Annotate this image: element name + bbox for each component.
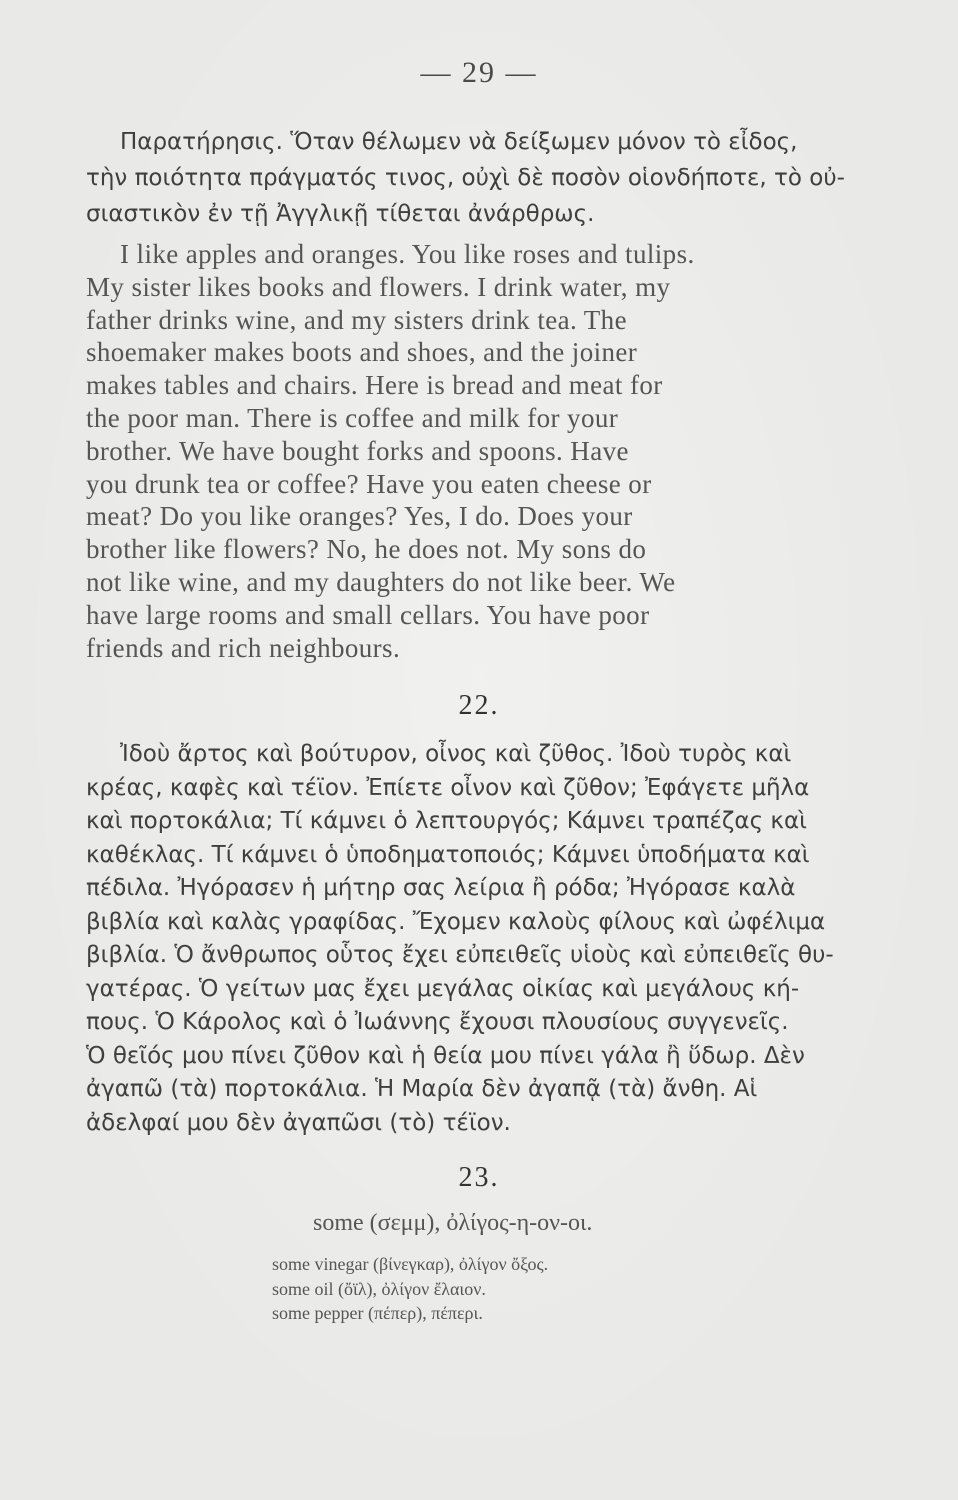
english-passage bbox=[86, 238, 886, 664]
passage-line: I like apples and oranges. You like roses and tulips. bbox=[120, 239, 695, 269]
exercise-line: γατέρας. Ὁ γείτων μας ἔχει μεγάλας οἰκίας καὶ μεγάλους κή- bbox=[86, 975, 800, 1002]
vocab-example: some oil (ὄϊλ), ὀλίγον ἔλαιον. bbox=[272, 1278, 486, 1299]
vocab-example: some vinegar (βίνεγκαρ), ὀλίγον ὄξος. bbox=[272, 1254, 549, 1274]
passage-line: My sister likes books and flowers. I drink water, my bbox=[86, 271, 671, 302]
note-line: σιαστικὸν ἐν τῇ Ἀγγλικῇ τίθεται ἀνάρθρως. bbox=[86, 201, 595, 227]
passage-line: makes tables and chairs. Here is bread and meat for bbox=[86, 370, 663, 401]
page-number: — 29 — bbox=[420, 56, 538, 89]
exercise-line: βιβλία. Ὁ ἄνθρωπος οὗτος ἔχει εὐπειθεῖς υἱοὺς καὶ εὐπειθεῖς θυ- bbox=[86, 942, 834, 968]
exercise-line: πέδιλα. Ἠγόρασεν ἡ μήτηρ σας λείρια ἢ ρόδα; Ἠγόρασε καλὰ bbox=[86, 875, 796, 901]
vocab-main-entry: some (σεμμ), ὀλίγος-η-ον-οι. bbox=[313, 1210, 593, 1236]
passage-line: friends and rich neighbours. bbox=[86, 632, 401, 663]
vocab-example: some pepper (πέπερ), πέπερι. bbox=[272, 1303, 483, 1323]
section-22-heading: 22. bbox=[458, 690, 500, 721]
exercise-line: καὶ πορτοκάλια; Τί κάμνει ὁ λεπτουργός; Κάμνει τραπέζας καὶ bbox=[86, 808, 807, 834]
exercise-line: βιβλία καὶ καλὰς γραφίδας. Ἔχομεν καλοὺς φίλους καὶ ὠφέλιμα bbox=[86, 908, 826, 935]
exercise-line: κρέας, καφὲς καὶ τέϊον. Ἐπίετε οἶνον καὶ ζῦθον; Ἐφάγετε μῆλα bbox=[86, 774, 810, 801]
passage-line: you drunk tea or coffee? Have you eaten cheese or bbox=[86, 468, 652, 499]
exercise-line: Ὁ θεῖός μου πίνει ζῦθον καὶ ἡ θεία μου πίνει γάλα ἢ ὕδωρ. Δὲν bbox=[86, 1042, 805, 1069]
passage-line: the poor man. There is coffee and milk for your bbox=[86, 402, 619, 433]
exercise-line: ἀγαπῶ (τὰ) πορτοκάλια. Ἡ Μαρία δὲν ἀγαπᾷ (τὰ) ἄνθη. Αἱ bbox=[86, 1076, 758, 1102]
note-line: Παρατήρησις. Ὅταν θέλωμεν νὰ δείξωμεν μόνον τὸ εἶδος, bbox=[120, 129, 798, 155]
passage-line: brother. We have bought forks and spoons. Have bbox=[86, 435, 629, 466]
section-23-heading: 23. bbox=[458, 1162, 500, 1193]
section-22-text bbox=[86, 738, 886, 1140]
passage-line: not like wine, and my daughters do not like beer. We bbox=[86, 566, 676, 597]
exercise-line: καθέκλας. Τί κάμνει ὁ ὑποδηματοποιός; Κάμνει ὑποδήματα καὶ bbox=[86, 841, 810, 868]
passage-line: brother like flowers? No, he does not. My sons do bbox=[86, 534, 647, 565]
exercise-line: πους. Ὁ Κάρολος καὶ ὁ Ἰωάννης ἔχουσι πλουσίους συγγενεῖς. bbox=[86, 1009, 789, 1035]
exercise-line: Ἰδοὺ ἄρτος καὶ βούτυρον, οἶνος καὶ ζῦθος. Ἰδοὺ τυρὸς καὶ bbox=[120, 741, 792, 767]
passage-line: father drinks wine, and my sisters drink tea. The bbox=[86, 304, 627, 335]
note-line: τὴν ποιότητα πράγματός τινος, οὐχὶ δὲ ποσὸν οἱονδήποτε, τὸ οὐ- bbox=[86, 165, 845, 191]
passage-line: shoemaker makes boots and shoes, and the joiner bbox=[86, 337, 638, 368]
grammar-note bbox=[86, 124, 886, 232]
passage-line: meat? Do you like oranges? Yes, I do. Does your bbox=[86, 501, 633, 532]
exercise-line: ἀδελφαί μου δὲν ἀγαπῶσι (τὸ) τέϊον. bbox=[86, 1109, 511, 1136]
passage-line: have large rooms and small cellars. You have poor bbox=[86, 599, 650, 630]
vocab-examples bbox=[272, 1252, 548, 1326]
